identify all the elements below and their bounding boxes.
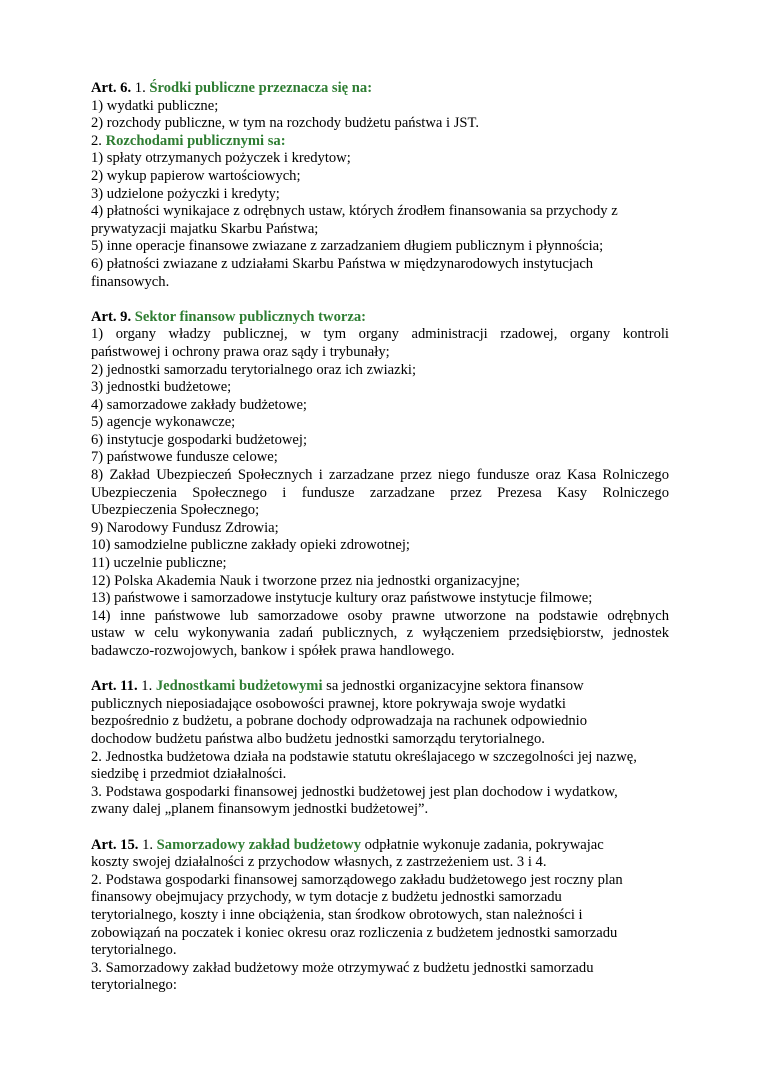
- text-line: [91, 977, 669, 995]
- text-run: 2. Jednostka budżetowa działa na podstawie statutu określajacego w szczegolności jej nazwę,: [91, 748, 637, 765]
- text-run: terytorialnego.: [91, 942, 177, 959]
- text-line: [91, 485, 669, 503]
- text-run: 1) spłaty otrzymanych pożyczek i kredytow;: [91, 150, 351, 167]
- text-run: 3. Podstawa gospodarki finansowej jednostki budżetowej jest plan dochodow i wydatkow,: [91, 783, 618, 800]
- text-line: [91, 467, 669, 485]
- art-15-heading-line: [91, 837, 669, 855]
- art-11-section: [91, 678, 669, 819]
- art-9-heading-line: [91, 309, 669, 327]
- text-line: [91, 907, 669, 925]
- green-highlight-term: Rozchodami publicznymi sa:: [105, 132, 286, 149]
- text-run: 6) płatności zwiazane z udziałami Skarbu Państwa w międzynarodowych instytucjach: [91, 255, 594, 272]
- text-run: 1) wydatki publiczne;: [91, 97, 219, 114]
- text-line: [91, 590, 669, 608]
- text-line: [91, 942, 669, 960]
- text-line: [91, 925, 669, 943]
- text-line: [91, 713, 669, 731]
- text-line: [91, 643, 669, 661]
- text-run: Ubezpieczenia Społecznego i fundusze zarzadzane przez Prezesa Kasy Rolniczego: [91, 484, 669, 501]
- text-run: siedzibę i przedmiot działalności.: [91, 766, 287, 783]
- text-run: prywatyzacji majatku Skarbu Państwa;: [91, 220, 319, 237]
- text-line: [91, 115, 669, 133]
- text-run: 3. Samorzadowy zakład budżetowy może otrzymywać z budżetu jednostki samorzadu: [91, 959, 594, 976]
- text-line: [91, 362, 669, 380]
- text-line: [91, 801, 669, 819]
- text-line: [91, 150, 669, 168]
- text-run: 5) agencje wykonawcze;: [91, 414, 236, 431]
- text-line: [91, 502, 669, 520]
- text-run: 5) inne operacje finansowe zwiazane z zarzadzaniem długiem publicznym i płynnościa;: [91, 238, 604, 255]
- art-9-section: [91, 309, 669, 661]
- article-number: Art. 15.: [91, 836, 139, 853]
- text-line: [91, 379, 669, 397]
- text-run: 4) samorzadowe zakłady budżetowe;: [91, 396, 307, 413]
- text-line: [91, 766, 669, 784]
- text-line: [91, 397, 669, 415]
- text-run: 14) inne państwowe lub samorzadowe osoby prawne utworzone na podstawie odrębnych: [91, 607, 669, 624]
- text-run: 6) instytucje gospodarki budżetowej;: [91, 431, 308, 448]
- text-line: [91, 238, 669, 256]
- green-highlight-term: Sektor finansow publicznych tworza:: [134, 308, 366, 325]
- text-line: [91, 203, 669, 221]
- text-run: sa jednostki organizacyjne sektora finansow: [322, 678, 584, 695]
- text-run: terytorialnego, koszty i inne obciążenia, stan środkow obrotowych, stan należności i: [91, 906, 583, 923]
- text-line: [91, 573, 669, 591]
- text-line: [91, 168, 669, 186]
- text-line: [91, 749, 669, 767]
- text-line: [91, 784, 669, 802]
- text-line: [91, 537, 669, 555]
- text-run: 7) państwowe fundusze celowe;: [91, 449, 278, 466]
- text-line: [91, 414, 669, 432]
- text-line: [91, 960, 669, 978]
- text-run: 4) płatności wynikajace z odrębnych ustaw, których źrodłem finansowania sa przychody z: [91, 203, 618, 220]
- text-run: 3) jednostki budżetowe;: [91, 379, 232, 396]
- text-run: 2) jednostki samorzadu terytorialnego oraz ich zwiazki;: [91, 361, 416, 378]
- article-number: Art. 9.: [91, 308, 132, 325]
- text-run: publicznych nieposiadające osobowości prawnej, ktore pokrywaja swoje wydatki: [91, 695, 566, 712]
- text-run: 13) państwowe i samorzadowe instytucje kultury oraz państwowe instytucje filmowe;: [91, 590, 593, 607]
- text-run: badawczo-rozwojowych, bankow i spółek prawa handlowego.: [91, 643, 455, 659]
- text-run: koszty swojej działalności z przychodow własnych, z zastrzeżeniem ust. 3 i 4.: [91, 854, 547, 871]
- text-run: 8) Zakład Ubezpieczeń Społecznych i zarzadzane przez niego fundusze oraz Kasa Rolniczego: [91, 467, 669, 484]
- text-line: [91, 854, 669, 872]
- text-run: 11) uczelnie publiczne;: [91, 555, 227, 572]
- text-line: [91, 326, 669, 344]
- text-line: [91, 344, 669, 362]
- text-line: [91, 186, 669, 204]
- text-run: 2. Podstawa gospodarki finansowej samorządowego zakładu budżetowego jest roczny plan: [91, 871, 623, 888]
- text-run: bezpośrednio z budżetu, a pobrane dochody odprowadzaja na rachunek odpowiednio: [91, 713, 588, 730]
- text-line: [91, 625, 669, 643]
- text-run: zobowiązań na poczatek i koniec okresu oraz rozliczenia z budżetem jednostki samorzadu: [91, 924, 618, 941]
- text-run: państwowej i ochrony prawa oraz sądy i trybunały;: [91, 343, 390, 360]
- text-run: 12) Polska Akademia Nauk i tworzone przez nia jednostki organizacyjne;: [91, 572, 520, 589]
- text-run: 1) organy władzy publicznej, w tym organy administracji rzadowej, organy kontroli: [91, 326, 669, 343]
- green-highlight-term: Jednostkami budżetowymi: [155, 678, 323, 695]
- text-run: finansowy obejmujacy przychody, w tym dotacje z budżetu jednostki samorzadu: [91, 889, 562, 906]
- text-line: [91, 256, 669, 274]
- text-line: [91, 872, 669, 890]
- art-6-section: [91, 80, 669, 291]
- text-line: [91, 696, 669, 714]
- text-run: 2.: [91, 132, 106, 149]
- text-line: [91, 98, 669, 116]
- green-highlight-term: Środki publiczne przeznacza się na:: [149, 80, 373, 96]
- text-run: 1.: [138, 836, 157, 853]
- green-highlight-term: Samorzadowy zakład budżetowy: [156, 836, 361, 853]
- text-run: 1.: [131, 80, 150, 96]
- text-run: Ubezpieczenia Społecznego;: [91, 502, 260, 519]
- text-line: [91, 133, 669, 151]
- text-line: [91, 449, 669, 467]
- text-line: [91, 274, 669, 292]
- text-line: [91, 608, 669, 626]
- text-run: 10) samodzielne publiczne zakłady opieki zdrowotnej;: [91, 537, 410, 554]
- text-run: 3) udzielone pożyczki i kredyty;: [91, 185, 280, 202]
- text-line: [91, 520, 669, 538]
- text-line: [91, 432, 669, 450]
- text-run: 2) wykup papierow wartościowych;: [91, 167, 301, 184]
- text-run: terytorialnego:: [91, 977, 177, 994]
- article-number: Art. 6.: [91, 80, 132, 96]
- text-line: [91, 221, 669, 239]
- art-6-heading-line: [91, 80, 669, 98]
- text-run: dochodow budżetu państwa albo budżetu jednostki samorządu terytorialnego.: [91, 730, 545, 747]
- text-run: 2) rozchody publiczne, w tym na rozchody budżetu państwa i JST.: [91, 115, 479, 132]
- text-run: finansowych.: [91, 273, 170, 290]
- art-15-section: [91, 837, 669, 995]
- text-run: zwany dalej „planem finansowym jednostki budżetowej”.: [91, 801, 429, 818]
- text-line: [91, 889, 669, 907]
- text-run: 1.: [137, 678, 156, 695]
- text-line: [91, 555, 669, 573]
- art-11-heading-line: [91, 678, 669, 696]
- text-run: 9) Narodowy Fundusz Zdrowia;: [91, 519, 279, 536]
- text-line: [91, 731, 669, 749]
- article-number: Art. 11.: [91, 678, 138, 695]
- text-run: ustaw w celu wykonywania zadań publicznych, z wyłączeniem przedsiębiorstw, jednostek: [91, 625, 669, 642]
- text-run: odpłatnie wykonuje zadania, pokrywajac: [361, 836, 604, 853]
